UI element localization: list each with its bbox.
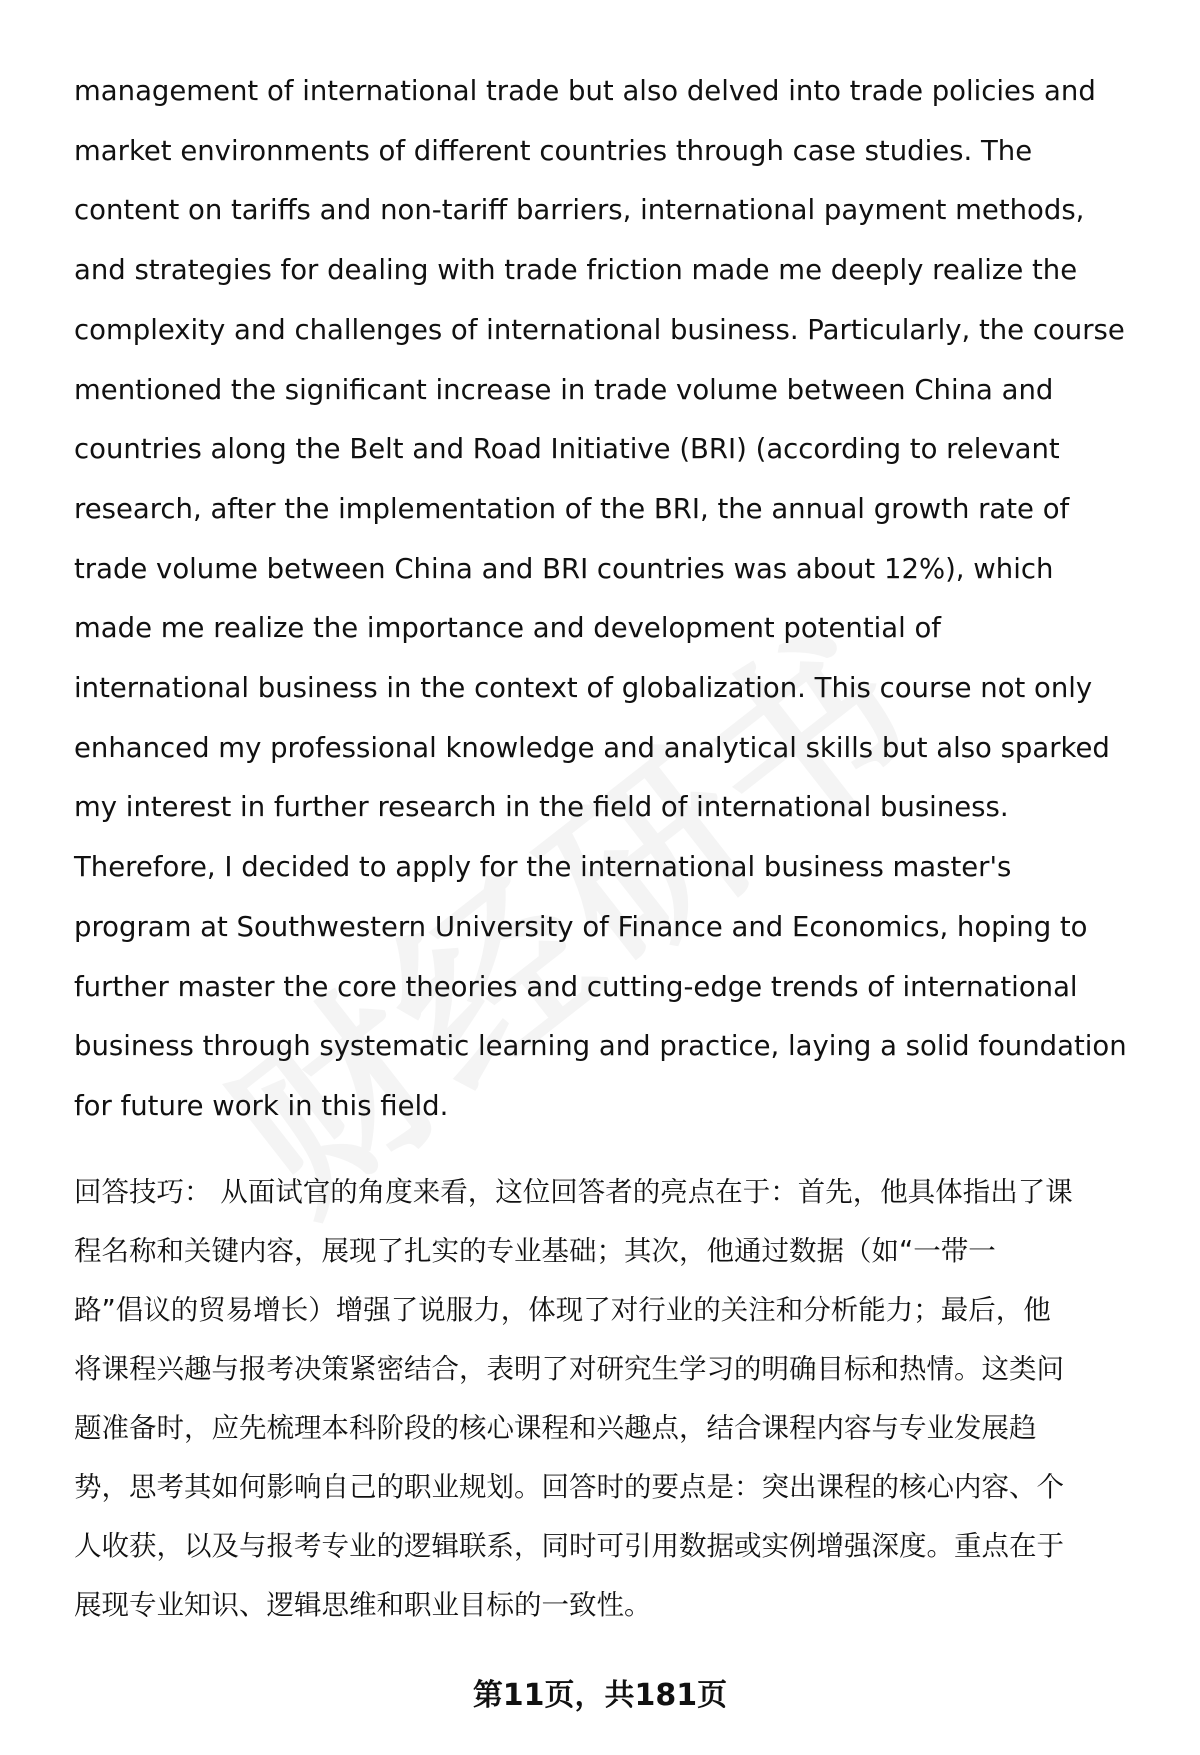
tips-line: 人收获，以及与报考专业的逻辑联系，同时可引用数据或实例增强深度。重点在于: [74, 1530, 1064, 1562]
paragraph-line: international business in the context of globalization. This course not only: [74, 672, 1093, 705]
tips-line: 题准备时，应先梳理本科阶段的核心课程和兴趣点，结合课程内容与专业发展趋: [74, 1412, 1037, 1444]
paragraph-line: enhanced my professional knowledge and analytical skills but also sparked: [74, 731, 1110, 764]
paragraph-line: management of international trade but also delved into trade policies and: [74, 75, 1096, 107]
page-number: 第11页，共181页: [472, 1678, 728, 1713]
tips-line: 展现专业知识、逻辑思维和职业目标的一致性。: [74, 1589, 652, 1621]
paragraph-line: complexity and challenges of international business. Particularly, the course: [74, 313, 1125, 346]
answer-tips-paragraph: [74, 1163, 1164, 1635]
paragraph-line: research, after the implementation of the BRI, the annual growth rate of: [74, 492, 1070, 525]
tips-line: 将课程兴趣与报考决策紧密结合，表明了对研究生学习的明确目标和热情。这类问: [74, 1353, 1064, 1385]
paragraph-line: countries along the Belt and Road Initiative (BRI) (according to relevant: [74, 433, 1060, 466]
tips-line: 回答技巧： 从面试官的角度来看，这位回答者的亮点在于：首先，他具体指出了课: [74, 1176, 1073, 1208]
paragraph-line: for future work in this field.: [74, 1089, 449, 1122]
paragraph-line: made me realize the importance and development potential of: [74, 612, 941, 645]
paragraph-line: content on tariffs and non-tariff barriers, international payment methods,: [74, 194, 1085, 227]
tips-line: 势，思考其如何影响自己的职业规划。回答时的要点是：突出课程的核心内容、个: [74, 1471, 1064, 1503]
tips-line: 路”倡议的贸易增长）增强了说服力，体现了对行业的关注和分析能力；最后，他: [74, 1294, 1051, 1326]
paragraph-line: market environments of different countries through case studies. The: [74, 134, 1033, 167]
paragraph-line: and strategies for dealing with trade friction made me deeply realize the: [74, 254, 1078, 287]
answer-paragraph: [74, 62, 1164, 1137]
paragraph-line: mentioned the significant increase in trade volume between China and: [74, 373, 1054, 406]
paragraph-line: further master the core theories and cutting-edge trends of international: [74, 970, 1078, 1003]
paragraph-line: business through systematic learning and practice, laying a solid foundation: [74, 1030, 1127, 1063]
paragraph-line: my interest in further research in the field of international business.: [74, 791, 1009, 824]
paragraph-line: program at Southwestern University of Finance and Economics, hoping to: [74, 910, 1088, 943]
tips-line: 程名称和关键内容，展现了扎实的专业基础；其次，他通过数据（如“一带一: [74, 1235, 996, 1267]
paragraph-line: trade volume between China and BRI countries was about 12%), which: [74, 552, 1054, 585]
paragraph-line: Therefore, I decided to apply for the international business master's: [74, 851, 1012, 884]
